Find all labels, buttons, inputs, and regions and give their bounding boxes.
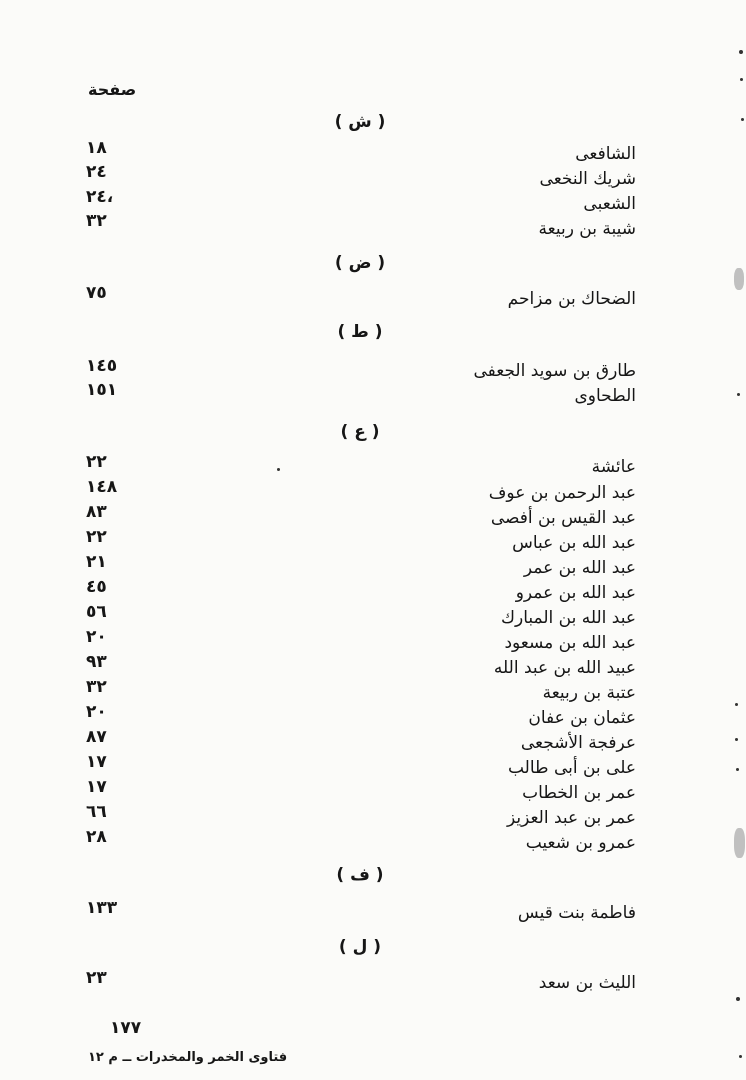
index-entry-name: عبد الله بن عمرو <box>515 583 636 603</box>
index-entry-page: ١٣٣ <box>86 898 118 918</box>
index-entry-page: ١٤٨ <box>86 477 118 497</box>
index-entry-name: عثمان بن عفان <box>528 708 636 728</box>
scan-speck <box>736 997 740 1001</box>
index-entry-name: عبد الله بن المبارك <box>501 608 636 628</box>
footer-book-title: فتاوى الخمر والمخدرات ــ م ١٢ <box>88 1050 288 1065</box>
section-letter-shin: ( ش ) <box>334 112 386 132</box>
index-entry-page: ١٨ <box>86 138 107 158</box>
index-entry-page: ٦٦ <box>86 802 107 822</box>
index-entry-page: ٢٠ <box>86 702 107 722</box>
index-entry-page: ١٤٥ <box>86 356 118 376</box>
index-entry-name: فاطمة بنت قيس <box>517 903 636 923</box>
index-entry-name: عمر بن الخطاب <box>522 783 636 803</box>
index-entry-name: عبد الله بن مسعود <box>504 633 636 653</box>
index-entry-name: عمرو بن شعيب <box>525 833 636 853</box>
index-entry-page: ٧٥ <box>86 283 107 303</box>
section-letter-dad: ( ض ) <box>334 253 386 273</box>
index-entry-page: ٨٣ <box>86 502 107 522</box>
page-column-label: صفحة <box>88 80 137 99</box>
scan-speck <box>741 118 744 121</box>
scan-smudge <box>734 268 744 290</box>
index-entry-page: ٢٢ <box>86 527 107 547</box>
index-entry-page: ٢٨ <box>86 827 107 847</box>
section-letter-ain: ( ع ) <box>340 422 380 442</box>
scan-speck <box>740 78 743 81</box>
index-entry-name: الضحاك بن مزاحم <box>507 289 636 309</box>
scan-speck <box>735 703 738 706</box>
index-entry-page: ٢٣ <box>86 968 107 988</box>
scan-speck <box>736 768 739 771</box>
index-entry-name: شريك النخعى <box>539 169 636 189</box>
footer-page-number: ١٧٧ <box>110 1018 142 1038</box>
scan-speck <box>737 393 740 396</box>
index-entry-page: ٣٢ <box>86 211 107 231</box>
index-entry-name: عائشة <box>591 457 636 477</box>
index-entry-name: الشعبى <box>583 194 636 214</box>
index-entry-name: عبد الله بن عمر <box>523 558 636 578</box>
section-letter-lam: ( ل ) <box>338 937 382 957</box>
index-entry-name: الشافعى <box>575 144 636 164</box>
index-entry-name: عبد القيس بن أفصى <box>490 508 636 528</box>
index-entry-name: على بن أبى طالب <box>507 758 636 778</box>
index-entry-page: ٩٣ <box>86 652 107 672</box>
index-entry-page: ٢٢ <box>86 452 107 472</box>
index-entry-page: ٢٤ <box>86 162 107 182</box>
index-entry-name: عمر بن عبد العزيز <box>506 808 636 828</box>
index-entry-name: عبيد الله بن عبد الله <box>493 658 636 678</box>
index-entry-page: ١٧ <box>86 777 107 797</box>
index-entry-name: الطحاوى <box>574 386 636 406</box>
scan-speck <box>735 738 738 741</box>
index-entry-name: شيبة بن ربيعة <box>538 219 636 239</box>
index-entry-name: عبد الرحمن بن عوف <box>488 483 636 503</box>
scan-smudge <box>734 828 745 858</box>
index-entry-page: ١٥١ <box>86 380 118 400</box>
index-entry-name: طارق بن سويد الجعفى <box>473 361 636 381</box>
index-entry-name: عبد الله بن عباس <box>512 533 636 553</box>
section-letter-fa: ( ف ) <box>336 865 384 885</box>
index-entry-name: الليث بن سعد <box>538 973 636 993</box>
index-entry-page: ٥٦ <box>86 602 107 622</box>
index-entry-page: ٢١ <box>86 552 107 572</box>
index-entry-page: ٣٢ <box>86 677 107 697</box>
index-entry-page: ٨٧ <box>86 727 107 747</box>
scan-speck <box>739 1055 742 1058</box>
index-entry-page: ،٢٤ <box>86 187 114 207</box>
section-letter-ta: ( ط ) <box>337 322 383 342</box>
index-entry-page: ١٧ <box>86 752 107 772</box>
index-entry-page: ٤٥ <box>86 577 107 597</box>
index-entry-page: ٢٠ <box>86 627 107 647</box>
index-entry-name: عتبة بن ربيعة <box>542 683 636 703</box>
scan-speck <box>739 50 743 54</box>
scan-speck <box>277 468 280 471</box>
index-entry-name: عرفجة الأشجعى <box>520 733 636 753</box>
